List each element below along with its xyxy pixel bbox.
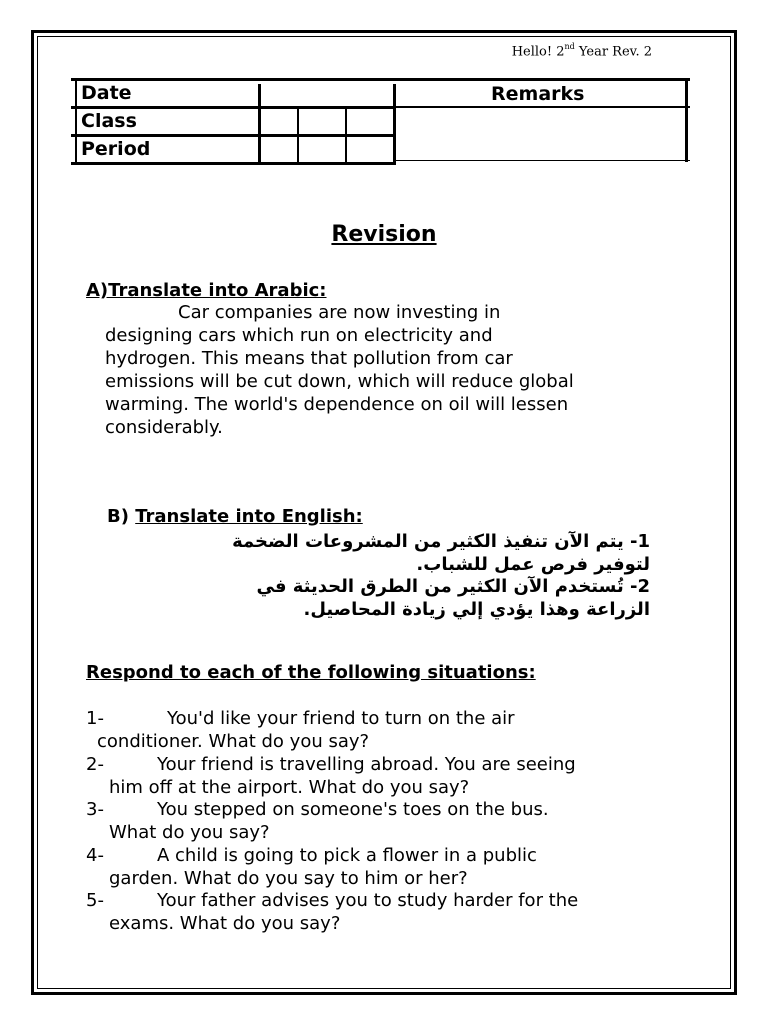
situation-line: A child is going to pick a flower in a public	[157, 845, 537, 866]
date-label: Date	[81, 82, 132, 104]
section-b-heading	[107, 506, 363, 528]
table-line	[258, 84, 261, 165]
situation-line: You stepped on someone's toes on the bus.	[157, 799, 549, 820]
header-superscript: nd	[564, 42, 575, 51]
class-label: Class	[81, 110, 137, 132]
remarks-label: Remarks	[491, 83, 585, 105]
page-title: Revision	[331, 222, 437, 247]
item-number: 3-	[86, 799, 104, 820]
item-number: 1-	[86, 708, 104, 729]
situation-line: Your friend is travelling abroad. You are seeing	[157, 754, 576, 775]
arabic-line: 2- تُستخدم الآن الكثير من الطرق الحديثة في	[256, 576, 650, 597]
section-a-line: emissions will be cut down, which will reduce global	[105, 371, 574, 392]
item-number: 2-	[86, 754, 104, 775]
header-text-rest: Year Rev. 2	[574, 44, 652, 60]
table-line	[297, 109, 299, 165]
table-line	[345, 109, 347, 165]
arabic-line: الزراعة وهذا يؤدي إلي زيادة المحاصيل.	[303, 599, 650, 620]
situation-line: You'd like your friend to turn on the air	[167, 708, 515, 729]
arabic-line: 1- يتم الآن تنفيذ الكثير من المشروعات الضخمة	[232, 531, 650, 552]
item-number: 4-	[86, 845, 104, 866]
arabic-line: لتوفير فرص عمل للشباب.	[416, 554, 650, 575]
situation-line: him off at the airport. What do you say?	[109, 777, 470, 798]
situation-line: Your father advises you to study harder for the	[157, 890, 579, 911]
section-a-line: hydrogen. This means that pollution from car	[105, 348, 513, 369]
section-a-line: warming. The world's dependence on oil will lessen	[105, 394, 569, 415]
table-line	[75, 78, 77, 165]
table-line	[396, 160, 690, 161]
situation-line: exams. What do you say?	[109, 913, 341, 934]
situation-line: conditioner. What do you say?	[97, 731, 370, 752]
period-label: Period	[81, 138, 151, 160]
header-text	[512, 43, 652, 59]
section-b-title: Translate into English:	[135, 506, 363, 527]
header-text-main: Hello! 2	[511, 44, 565, 60]
table-line	[393, 84, 396, 165]
situation-line: What do you say?	[109, 822, 270, 843]
info-table	[71, 78, 690, 166]
item-number: 5-	[86, 890, 104, 911]
section-b-prefix: B)	[107, 506, 136, 527]
table-line	[396, 106, 690, 108]
section-a-line: Car companies are now investing in	[178, 302, 501, 323]
table-line	[71, 162, 396, 165]
section-a-heading: A)Translate into Arabic:	[86, 280, 327, 301]
table-line	[685, 78, 688, 162]
section-a-line: considerably.	[105, 417, 223, 438]
section-a-line: designing cars which run on electricity and	[105, 325, 493, 346]
situation-line: garden. What do you say to him or her?	[109, 868, 468, 889]
table-line	[71, 78, 690, 81]
situations-heading: Respond to each of the following situations:	[86, 662, 536, 683]
